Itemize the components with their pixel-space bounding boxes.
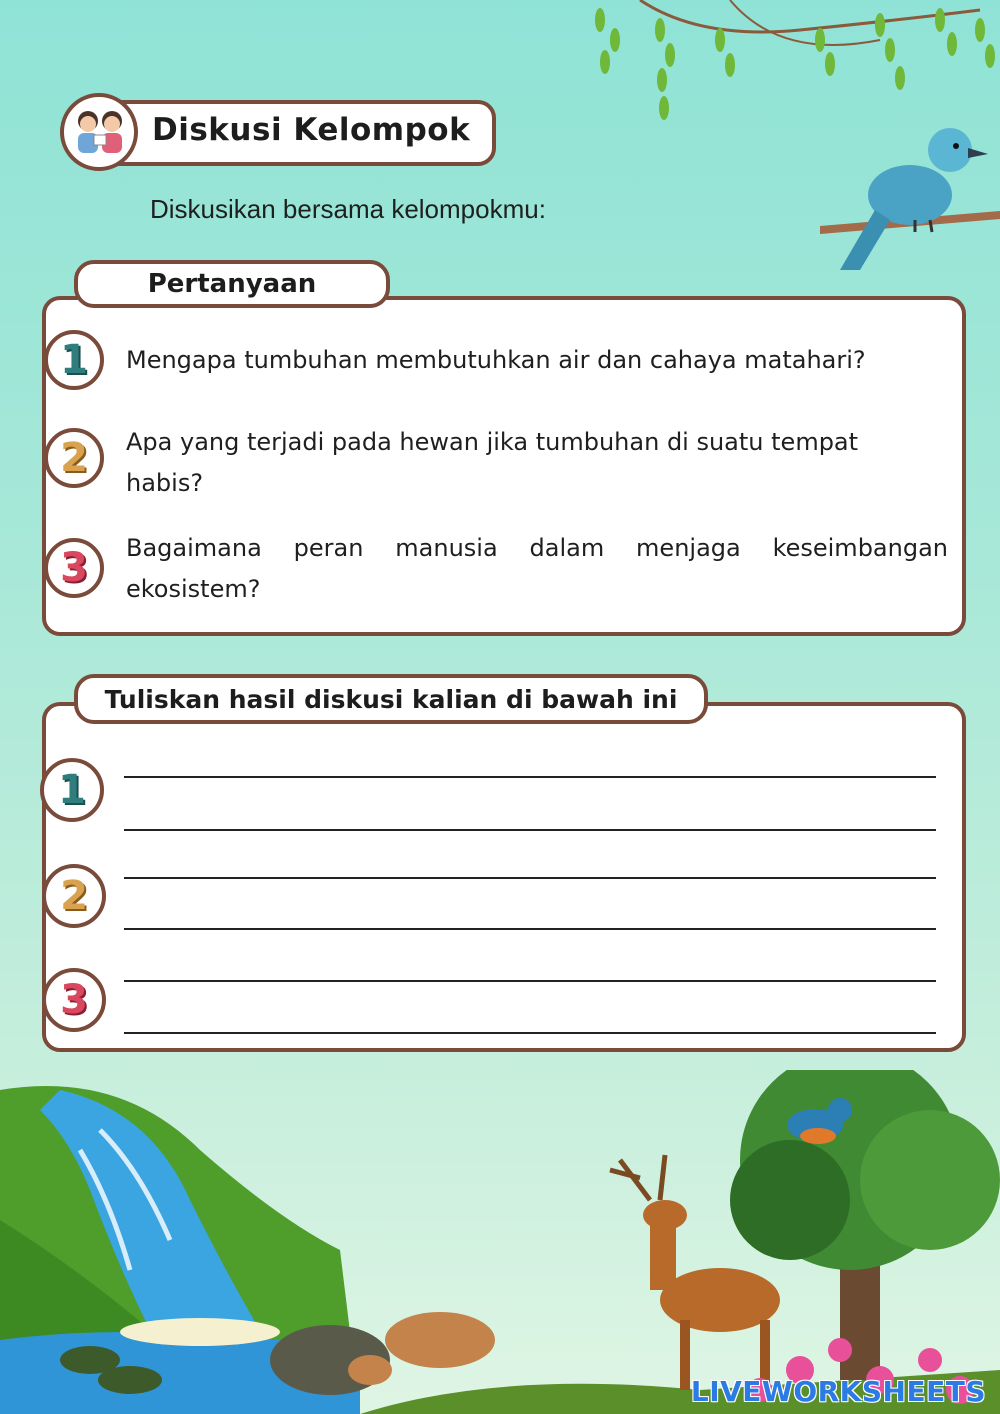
group-discussion-icon	[60, 93, 138, 171]
questions-label: Pertanyaan	[74, 260, 390, 308]
answer-3-line-1[interactable]	[124, 980, 936, 982]
question-3-text-content: Bagaimana peran manusia dalam menjaga keseimbangan ekosistem?	[126, 534, 948, 603]
question-number-1: 1	[44, 330, 104, 390]
answer-number-1: 1	[40, 758, 104, 822]
answer-1-line-2[interactable]	[124, 829, 936, 831]
answer-2-line-2[interactable]	[124, 928, 936, 930]
willow-branches-illustration	[580, 0, 1000, 130]
answers-label: Tuliskan hasil diskusi kalian di bawah ini	[74, 674, 708, 724]
question-1-text: Mengapa tumbuhan membutuhkan air dan cahaya matahari?	[126, 346, 866, 374]
question-2-text: Apa yang terjadi pada hewan jika tumbuhan di suatu tempat habis?	[126, 428, 859, 497]
answer-number-3: 3	[42, 968, 106, 1032]
question-number-2: 2	[44, 428, 104, 488]
page-title: Diskusi Kelompok	[152, 112, 471, 148]
answer-2-line-1[interactable]	[124, 877, 936, 879]
question-number-3: 3	[44, 538, 104, 598]
question-3-text	[126, 528, 948, 610]
instruction-text: Diskusikan bersama kelompokmu:	[150, 194, 546, 224]
landscape-illustration	[0, 1070, 1000, 1414]
blue-bird-illustration	[820, 120, 1000, 280]
answer-1-line-1[interactable]	[124, 776, 936, 778]
answer-number-2: 2	[42, 864, 106, 928]
liveworksheets-watermark: LIVEWORKSHEETS	[690, 1375, 986, 1408]
answer-3-line-2[interactable]	[124, 1032, 936, 1034]
